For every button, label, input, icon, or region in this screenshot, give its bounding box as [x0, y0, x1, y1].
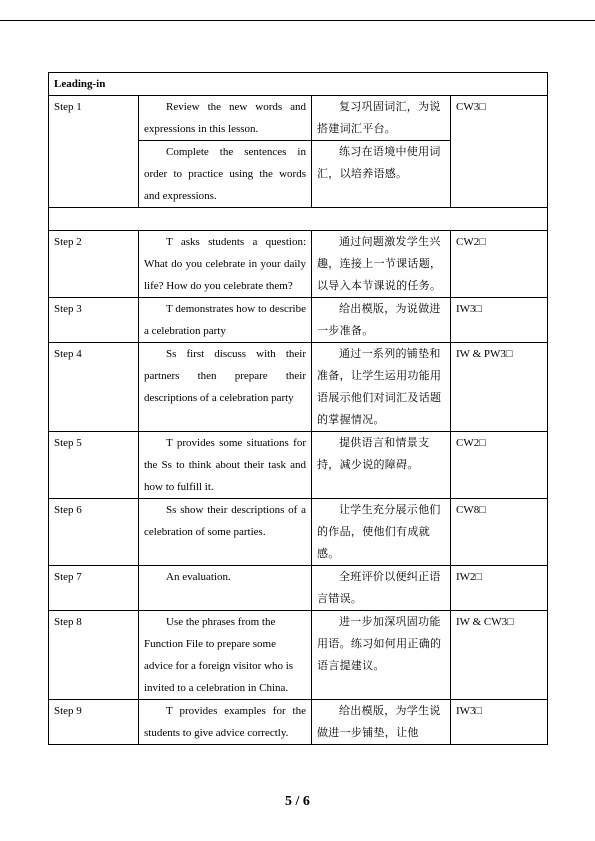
- purpose-text: 提供语言和情景支持，减少说的障碍。: [317, 437, 430, 471]
- purpose-text: 全班评价以便纠正语言错误。: [317, 571, 441, 605]
- purpose-cell: [312, 566, 451, 611]
- purpose-text: 进一步加深巩固功能用语。练习如何用正确的语言提建议。: [317, 616, 442, 672]
- step-label: Step 2: [49, 231, 139, 298]
- activity-cell: [139, 298, 312, 343]
- purpose-text: 给出模版，为学生说做进一步铺垫，让他: [317, 705, 441, 739]
- table-row: [49, 499, 548, 566]
- activity-cell: [139, 231, 312, 298]
- activity-text: Ss first discuss with their partners then prepare their descriptions of a celebration party: [144, 348, 306, 404]
- mode-cell: CW3□: [451, 96, 548, 208]
- header-rule: [0, 20, 595, 21]
- purpose-text: 让学生充分展示他们的作品，使他们有成就感。: [317, 504, 441, 560]
- purpose-cell: [312, 298, 451, 343]
- purpose-cell: [312, 499, 451, 566]
- purpose-cell: [312, 700, 451, 745]
- purpose-text: 给出模版，为说做进一步准备。: [317, 303, 441, 337]
- activity-text: T demonstrates how to describe a celebration party: [144, 303, 306, 337]
- purpose-cell: [312, 141, 451, 208]
- activity-cell: [139, 96, 312, 141]
- mode-cell: CW2□: [451, 432, 548, 499]
- mode-cell: CW8□: [451, 499, 548, 566]
- activity-cell: [139, 343, 312, 432]
- mode-cell: IW3□: [451, 298, 548, 343]
- page-number: 5 / 6: [285, 794, 310, 809]
- section-heading-row: [49, 73, 548, 96]
- table-row: [49, 231, 548, 298]
- activity-text: T provides examples for the students to give advice correctly.: [144, 705, 306, 739]
- mode-cell: IW2□: [451, 566, 548, 611]
- step-label: Step 3: [49, 298, 139, 343]
- table-row: [49, 611, 548, 700]
- mode-cell: IW & CW3□: [451, 611, 548, 700]
- table-row: [49, 566, 548, 611]
- section-heading: Leading-in: [49, 73, 548, 96]
- activity-text: Complete the sentences in order to practice using the words and expressions.: [144, 146, 306, 202]
- step-label: Step 7: [49, 566, 139, 611]
- mode-cell: IW3□: [451, 700, 548, 745]
- activity-cell: [139, 432, 312, 499]
- activity-cell: [139, 566, 312, 611]
- activity-text: An evaluation.: [166, 571, 231, 583]
- purpose-text: 通过问题激发学生兴趣，连接上一节课话题，以导入本节课说的任务。: [317, 236, 442, 292]
- spacer-row: [49, 208, 548, 231]
- table-row: [49, 432, 548, 499]
- table-row: [49, 96, 548, 141]
- purpose-cell: [312, 343, 451, 432]
- activity-cell: [139, 700, 312, 745]
- step-label: Step 8: [49, 611, 139, 700]
- purpose-cell: [312, 96, 451, 141]
- purpose-text: 通过一系列的铺垫和准备，让学生运用功能用语展示他们对词汇及话题的掌握情况。: [317, 348, 442, 426]
- activity-cell: [139, 141, 312, 208]
- step-label: Step 4: [49, 343, 139, 432]
- table-row: [49, 700, 548, 745]
- step-label: Step 9: [49, 700, 139, 745]
- mode-cell: IW & PW3□: [451, 343, 548, 432]
- activity-text: Review the new words and expressions in this lesson.: [144, 101, 306, 135]
- step-label: Step 6: [49, 499, 139, 566]
- activity-text: T provides some situations for the Ss to think about their task and how to fulfill it.: [144, 437, 306, 493]
- step-label: Step 5: [49, 432, 139, 499]
- activity-cell: [139, 499, 312, 566]
- activity-text: Ss show their descriptions of a celebration of some parties.: [144, 504, 306, 538]
- spacer-cell: [49, 208, 548, 231]
- step-label: Step 1: [49, 96, 139, 208]
- table-row: [49, 343, 548, 432]
- lesson-plan-table: [48, 72, 548, 745]
- activity-text: Use the phrases from the Function File to prepare some advice for a foreign visitor who is invited to a celebration in China.: [144, 616, 294, 694]
- purpose-cell: [312, 432, 451, 499]
- activity-cell: [139, 611, 312, 700]
- activity-text: T asks students a question: What do you celebrate in your daily life? How do you celebrate them?: [144, 236, 306, 292]
- purpose-text: 复习巩固词汇，为说搭建词汇平台。: [317, 101, 441, 135]
- mode-cell: CW2□: [451, 231, 548, 298]
- table-row: [49, 298, 548, 343]
- purpose-cell: [312, 231, 451, 298]
- purpose-cell: [312, 611, 451, 700]
- purpose-text: 练习在语境中使用词汇，以培养语感。: [317, 146, 441, 180]
